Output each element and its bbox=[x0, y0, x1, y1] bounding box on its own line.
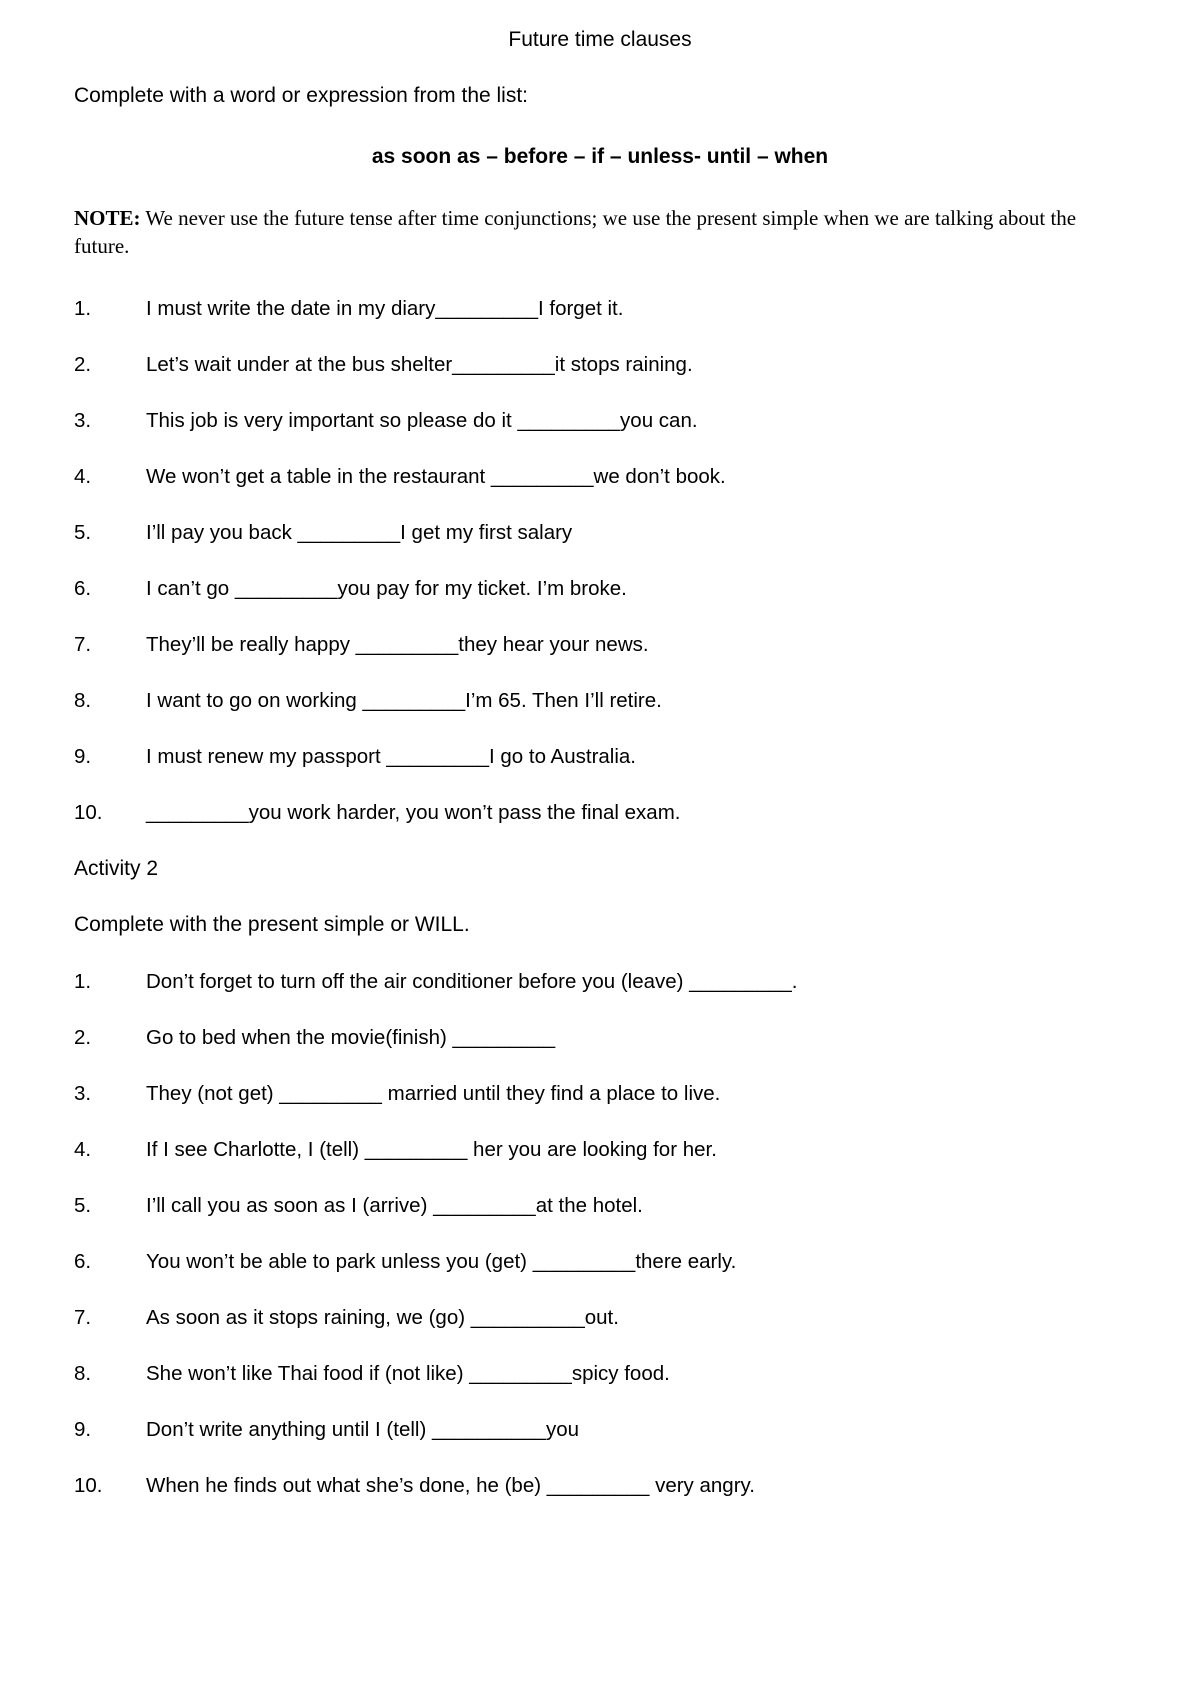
word-list: as soon as – before – if – unless- until – when bbox=[371, 145, 829, 168]
item-text: She won’t like Thai food if (not like) _________spicy food. bbox=[146, 1362, 670, 1385]
item-text: You won’t be able to park unless you (get) _________there early. bbox=[146, 1250, 737, 1273]
item-number: 7. bbox=[74, 633, 92, 656]
list-item bbox=[74, 745, 1154, 769]
item-number: 10. bbox=[74, 801, 103, 824]
item-text: As soon as it stops raining, we (go) __________out. bbox=[146, 1306, 619, 1329]
item-text: _________you work harder, you won’t pass the final exam. bbox=[146, 801, 681, 824]
list-item bbox=[74, 297, 1154, 321]
list-item bbox=[74, 1026, 1154, 1050]
item-number: 5. bbox=[74, 521, 92, 544]
list-item bbox=[74, 409, 1154, 433]
item-text: I want to go on working _________I’m 65. Then I’ll retire. bbox=[146, 689, 662, 712]
item-text: Don’t write anything until I (tell) __________you bbox=[146, 1418, 580, 1441]
item-text: I’ll call you as soon as I (arrive) _________at the hotel. bbox=[146, 1194, 643, 1217]
list-item bbox=[74, 1306, 1154, 1330]
note-text: We never use the future tense after time conjunctions; we use the present simple when we are talking about the future. bbox=[74, 206, 1077, 258]
item-text: When he finds out what she’s done, he (be) _________ very angry. bbox=[146, 1474, 755, 1497]
list-item bbox=[74, 1082, 1154, 1106]
page-title: Future time clauses bbox=[508, 28, 692, 51]
item-text: I must renew my passport _________I go to Australia. bbox=[146, 745, 636, 768]
item-number: 6. bbox=[74, 577, 92, 600]
note-label: NOTE: bbox=[74, 206, 141, 230]
list-item bbox=[74, 353, 1154, 377]
item-text: We won’t get a table in the restaurant _________we don’t book. bbox=[146, 465, 726, 488]
list-item bbox=[74, 689, 1154, 713]
activity2-instruction: Complete with the present simple or WILL. bbox=[74, 913, 470, 936]
list-item bbox=[74, 1138, 1154, 1162]
item-number: 9. bbox=[74, 745, 92, 768]
item-number: 3. bbox=[74, 409, 92, 432]
item-text: Let’s wait under at the bus shelter_________it stops raining. bbox=[146, 353, 693, 376]
list-item bbox=[74, 970, 1154, 994]
list-item bbox=[74, 1362, 1154, 1386]
list-item bbox=[74, 1418, 1154, 1442]
item-text: They’ll be really happy _________they hear your news. bbox=[146, 633, 649, 656]
list-item bbox=[74, 633, 1154, 657]
item-number: 4. bbox=[74, 1138, 92, 1161]
list-item bbox=[74, 1250, 1154, 1274]
list-item bbox=[74, 465, 1154, 489]
list-item bbox=[74, 521, 1154, 545]
item-text: Go to bed when the movie(finish) _________ bbox=[146, 1026, 556, 1049]
item-number: 1. bbox=[74, 970, 92, 993]
list-item bbox=[74, 1474, 1154, 1498]
item-text: They (not get) _________ married until they find a place to live. bbox=[146, 1082, 721, 1105]
item-text: I can’t go _________you pay for my ticket. I’m broke. bbox=[146, 577, 627, 600]
item-text: I must write the date in my diary_________I forget it. bbox=[146, 297, 624, 320]
item-number: 9. bbox=[74, 1418, 92, 1441]
activity2-heading: Activity 2 bbox=[74, 857, 159, 880]
activity1-instruction: Complete with a word or expression from the list: bbox=[74, 84, 529, 107]
list-item bbox=[74, 1194, 1154, 1218]
item-number: 10. bbox=[74, 1474, 103, 1497]
item-number: 8. bbox=[74, 1362, 92, 1385]
item-number: 8. bbox=[74, 689, 92, 712]
item-number: 1. bbox=[74, 297, 92, 320]
list-item bbox=[74, 801, 1154, 825]
item-number: 2. bbox=[74, 353, 92, 376]
item-number: 6. bbox=[74, 1250, 92, 1273]
item-text: This job is very important so please do it _________you can. bbox=[146, 409, 698, 432]
grammar-note bbox=[74, 204, 1094, 260]
item-number: 2. bbox=[74, 1026, 92, 1049]
item-number: 3. bbox=[74, 1082, 92, 1105]
item-number: 5. bbox=[74, 1194, 92, 1217]
item-text: I’ll pay you back _________I get my first salary bbox=[146, 521, 573, 544]
item-number: 7. bbox=[74, 1306, 92, 1329]
item-text: If I see Charlotte, I (tell) _________ her you are looking for her. bbox=[146, 1138, 717, 1161]
item-text: Don’t forget to turn off the air conditioner before you (leave) _________. bbox=[146, 970, 798, 993]
list-item bbox=[74, 577, 1154, 601]
item-number: 4. bbox=[74, 465, 92, 488]
